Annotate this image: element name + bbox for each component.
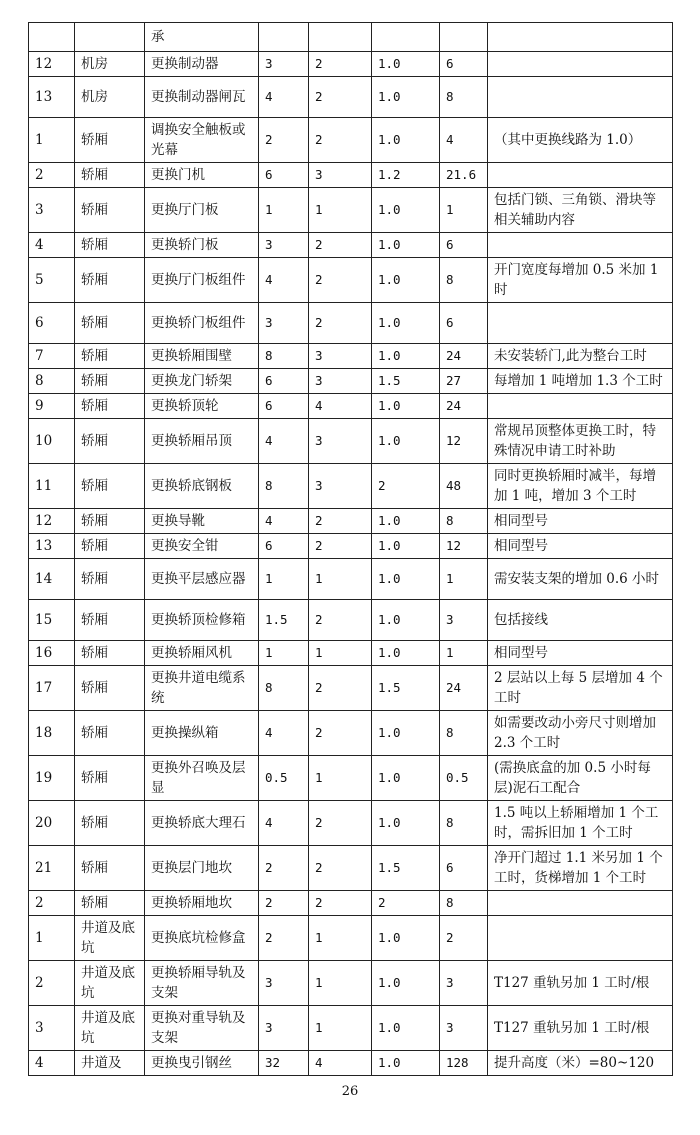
cell-base-hours: 1 — [259, 559, 309, 600]
cell-workers: 1 — [309, 559, 372, 600]
cell-total-hours: 3 — [440, 600, 488, 641]
page-number: 26 — [341, 1084, 359, 1099]
cell-task: 更换井道电缆系统 — [145, 666, 259, 711]
cell-item-number: 2 — [29, 961, 75, 1006]
cell-total-hours: 6 — [440, 846, 488, 891]
cell-total-hours: 12 — [440, 534, 488, 559]
cell-total-hours: 6 — [440, 303, 488, 344]
cell-item-number: 6 — [29, 303, 75, 344]
table-row — [29, 1051, 673, 1076]
table-row — [29, 666, 673, 711]
cell-remarks: 开门宽度每增加 0.5 米加 1 时 — [488, 258, 673, 303]
cell-total-hours: 24 — [440, 394, 488, 419]
cell-workers: 3 — [309, 163, 372, 188]
cell-coefficient: 1.5 — [372, 369, 440, 394]
cell-item-number: 17 — [29, 666, 75, 711]
cell-item-number — [29, 23, 75, 52]
cell-coefficient: 1.0 — [372, 559, 440, 600]
table-body — [29, 23, 673, 1076]
cell-coefficient: 2 — [372, 891, 440, 916]
cell-total-hours: 8 — [440, 891, 488, 916]
cell-location: 轿厢 — [75, 711, 145, 756]
cell-task: 更换导靴 — [145, 509, 259, 534]
cell-remarks: 如需要改动小旁尺寸则增加 2.3 个工时 — [488, 711, 673, 756]
cell-item-number: 3 — [29, 1006, 75, 1051]
cell-workers: 3 — [309, 369, 372, 394]
cell-coefficient: 1.2 — [372, 163, 440, 188]
cell-total-hours: 24 — [440, 666, 488, 711]
table-row — [29, 344, 673, 369]
cell-task: 更换轿厢吊顶 — [145, 419, 259, 464]
cell-task: 更换厅门板 — [145, 188, 259, 233]
cell-workers: 1 — [309, 188, 372, 233]
cell-remarks — [488, 394, 673, 419]
cell-workers: 3 — [309, 419, 372, 464]
cell-location: 轿厢 — [75, 756, 145, 801]
cell-base-hours: 8 — [259, 666, 309, 711]
cell-base-hours: 2 — [259, 916, 309, 961]
cell-coefficient: 1.0 — [372, 711, 440, 756]
cell-workers: 2 — [309, 534, 372, 559]
cell-remarks: 1.5 吨以上轿厢增加 1 个工时，需拆旧加 1 个工时 — [488, 801, 673, 846]
cell-workers: 2 — [309, 846, 372, 891]
cell-remarks: 包括门锁、三角锁、滑块等相关辅助内容 — [488, 188, 673, 233]
cell-remarks: 同时更换轿厢时减半，每增加 1 吨，增加 3 个工时 — [488, 464, 673, 509]
labor-hours-table — [28, 22, 673, 1076]
cell-base-hours: 2 — [259, 846, 309, 891]
table-row — [29, 118, 673, 163]
cell-item-number: 4 — [29, 1051, 75, 1076]
cell-total-hours: 0.5 — [440, 756, 488, 801]
cell-remarks: 未安装轿门,此为整台工时 — [488, 344, 673, 369]
cell-remarks — [488, 916, 673, 961]
table-row — [29, 801, 673, 846]
cell-item-number: 10 — [29, 419, 75, 464]
cell-total-hours: 3 — [440, 1006, 488, 1051]
cell-item-number: 1 — [29, 118, 75, 163]
cell-task: 更换厅门板组件 — [145, 258, 259, 303]
cell-workers: 1 — [309, 756, 372, 801]
cell-item-number: 18 — [29, 711, 75, 756]
cell-workers: 2 — [309, 509, 372, 534]
table-row — [29, 23, 673, 52]
cell-location: 轿厢 — [75, 846, 145, 891]
cell-remarks: 常规吊顶整体更换工时，特殊情况申请工时补助 — [488, 419, 673, 464]
cell-item-number: 7 — [29, 344, 75, 369]
cell-coefficient: 1.0 — [372, 1006, 440, 1051]
cell-task: 更换平层感应器 — [145, 559, 259, 600]
cell-coefficient: 1.0 — [372, 258, 440, 303]
cell-workers — [309, 23, 372, 52]
table-row — [29, 600, 673, 641]
cell-coefficient: 1.0 — [372, 77, 440, 118]
table-row — [29, 641, 673, 666]
cell-task: 更换曳引钢丝 — [145, 1051, 259, 1076]
cell-location: 轿厢 — [75, 666, 145, 711]
cell-remarks: 提升高度（米）=80~120 — [488, 1051, 673, 1076]
cell-total-hours: 8 — [440, 258, 488, 303]
cell-item-number: 1 — [29, 916, 75, 961]
table-row — [29, 916, 673, 961]
cell-workers: 2 — [309, 52, 372, 77]
cell-location: 轿厢 — [75, 233, 145, 258]
cell-task: 更换轿门板组件 — [145, 303, 259, 344]
cell-remarks: 净开门超过 1.1 米另加 1 个工时，货梯增加 1 个工时 — [488, 846, 673, 891]
table-row — [29, 77, 673, 118]
cell-coefficient: 1.0 — [372, 1051, 440, 1076]
cell-base-hours: 3 — [259, 1006, 309, 1051]
table-row — [29, 891, 673, 916]
cell-task: 更换轿底钢板 — [145, 464, 259, 509]
cell-location: 轿厢 — [75, 600, 145, 641]
cell-base-hours: 6 — [259, 534, 309, 559]
cell-task: 更换龙门轿架 — [145, 369, 259, 394]
cell-location: 轿厢 — [75, 891, 145, 916]
cell-workers: 3 — [309, 344, 372, 369]
cell-item-number: 5 — [29, 258, 75, 303]
cell-workers: 2 — [309, 303, 372, 344]
cell-remarks — [488, 77, 673, 118]
cell-coefficient — [372, 23, 440, 52]
cell-location: 轿厢 — [75, 559, 145, 600]
cell-workers: 1 — [309, 961, 372, 1006]
cell-location: 机房 — [75, 52, 145, 77]
cell-base-hours: 4 — [259, 801, 309, 846]
cell-item-number: 19 — [29, 756, 75, 801]
cell-item-number: 12 — [29, 52, 75, 77]
cell-total-hours — [440, 23, 488, 52]
cell-remarks: T127 重轨另加 1 工时/根 — [488, 961, 673, 1006]
cell-workers: 2 — [309, 233, 372, 258]
cell-coefficient: 1.0 — [372, 394, 440, 419]
cell-total-hours: 8 — [440, 77, 488, 118]
cell-location: 轿厢 — [75, 534, 145, 559]
cell-item-number: 16 — [29, 641, 75, 666]
cell-item-number: 20 — [29, 801, 75, 846]
table-row — [29, 394, 673, 419]
cell-task: 更换轿厢风机 — [145, 641, 259, 666]
cell-base-hours: 3 — [259, 233, 309, 258]
cell-task: 更换轿厢围壁 — [145, 344, 259, 369]
cell-location: 轿厢 — [75, 394, 145, 419]
cell-coefficient: 1.5 — [372, 846, 440, 891]
table-row — [29, 369, 673, 394]
table-row — [29, 258, 673, 303]
cell-remarks: 相同型号 — [488, 641, 673, 666]
cell-item-number: 12 — [29, 509, 75, 534]
cell-task: 更换门机 — [145, 163, 259, 188]
cell-task: 更换制动器 — [145, 52, 259, 77]
cell-workers: 2 — [309, 891, 372, 916]
cell-total-hours: 48 — [440, 464, 488, 509]
table-row — [29, 534, 673, 559]
cell-coefficient: 1.0 — [372, 509, 440, 534]
cell-location: 轿厢 — [75, 163, 145, 188]
cell-base-hours: 6 — [259, 369, 309, 394]
cell-task: 更换轿门板 — [145, 233, 259, 258]
cell-coefficient: 1.0 — [372, 233, 440, 258]
cell-total-hours: 6 — [440, 52, 488, 77]
cell-location: 井道及底坑 — [75, 1006, 145, 1051]
cell-item-number: 13 — [29, 77, 75, 118]
cell-base-hours: 32 — [259, 1051, 309, 1076]
cell-base-hours: 4 — [259, 509, 309, 534]
cell-task: 更换底坑检修盒 — [145, 916, 259, 961]
cell-item-number: 21 — [29, 846, 75, 891]
cell-task: 更换制动器闸瓦 — [145, 77, 259, 118]
cell-workers: 2 — [309, 118, 372, 163]
cell-base-hours: 3 — [259, 961, 309, 1006]
table-row — [29, 846, 673, 891]
cell-remarks: 每增加 1 吨增加 1.3 个工时 — [488, 369, 673, 394]
cell-remarks — [488, 52, 673, 77]
cell-total-hours: 6 — [440, 233, 488, 258]
cell-coefficient: 1.0 — [372, 641, 440, 666]
cell-coefficient: 1.5 — [372, 666, 440, 711]
cell-task: 调换安全触板或光幕 — [145, 118, 259, 163]
cell-base-hours: 3 — [259, 52, 309, 77]
cell-task: 更换层门地坎 — [145, 846, 259, 891]
cell-workers: 1 — [309, 1006, 372, 1051]
cell-base-hours: 6 — [259, 394, 309, 419]
cell-remarks — [488, 23, 673, 52]
cell-item-number: 15 — [29, 600, 75, 641]
cell-remarks: 相同型号 — [488, 509, 673, 534]
cell-location: 轿厢 — [75, 464, 145, 509]
cell-coefficient: 1.0 — [372, 344, 440, 369]
cell-total-hours: 128 — [440, 1051, 488, 1076]
cell-remarks: (需换底盒的加 0.5 小时每层)泥石工配合 — [488, 756, 673, 801]
cell-coefficient: 1.0 — [372, 118, 440, 163]
cell-location: 轿厢 — [75, 369, 145, 394]
cell-item-number: 3 — [29, 188, 75, 233]
cell-location: 井道及底坑 — [75, 916, 145, 961]
cell-task: 更换轿顶轮 — [145, 394, 259, 419]
table-row — [29, 303, 673, 344]
cell-workers: 1 — [309, 916, 372, 961]
cell-item-number: 11 — [29, 464, 75, 509]
table-row — [29, 163, 673, 188]
table-row — [29, 961, 673, 1006]
cell-total-hours: 4 — [440, 118, 488, 163]
cell-location — [75, 23, 145, 52]
table-row — [29, 464, 673, 509]
cell-task: 承 — [145, 23, 259, 52]
cell-base-hours — [259, 23, 309, 52]
cell-item-number: 8 — [29, 369, 75, 394]
cell-total-hours: 1 — [440, 641, 488, 666]
cell-location: 机房 — [75, 77, 145, 118]
cell-total-hours: 12 — [440, 419, 488, 464]
cell-location: 轿厢 — [75, 303, 145, 344]
cell-total-hours: 8 — [440, 801, 488, 846]
cell-remarks: 相同型号 — [488, 534, 673, 559]
cell-location: 轿厢 — [75, 801, 145, 846]
cell-location: 轿厢 — [75, 509, 145, 534]
cell-workers: 2 — [309, 600, 372, 641]
cell-task: 更换外召唤及层显 — [145, 756, 259, 801]
cell-base-hours: 4 — [259, 419, 309, 464]
cell-coefficient: 1.0 — [372, 534, 440, 559]
cell-location: 井道及底坑 — [75, 961, 145, 1006]
cell-location: 轿厢 — [75, 258, 145, 303]
cell-coefficient: 1.0 — [372, 961, 440, 1006]
cell-total-hours: 24 — [440, 344, 488, 369]
cell-coefficient: 1.0 — [372, 419, 440, 464]
cell-workers: 4 — [309, 1051, 372, 1076]
cell-base-hours: 4 — [259, 258, 309, 303]
cell-base-hours: 4 — [259, 711, 309, 756]
cell-location: 轿厢 — [75, 344, 145, 369]
cell-item-number: 4 — [29, 233, 75, 258]
table-row — [29, 509, 673, 534]
table-row — [29, 711, 673, 756]
cell-remarks — [488, 303, 673, 344]
cell-workers: 1 — [309, 641, 372, 666]
cell-base-hours: 1.5 — [259, 600, 309, 641]
cell-location: 轿厢 — [75, 188, 145, 233]
cell-task: 更换轿底大理石 — [145, 801, 259, 846]
cell-coefficient: 1.0 — [372, 52, 440, 77]
cell-location: 轿厢 — [75, 118, 145, 163]
cell-workers: 4 — [309, 394, 372, 419]
cell-task: 更换轿厢导轨及支架 — [145, 961, 259, 1006]
cell-total-hours: 2 — [440, 916, 488, 961]
cell-total-hours: 21.6 — [440, 163, 488, 188]
cell-coefficient: 1.0 — [372, 916, 440, 961]
cell-base-hours: 3 — [259, 303, 309, 344]
table-row — [29, 756, 673, 801]
cell-remarks: T127 重轨另加 1 工时/根 — [488, 1006, 673, 1051]
cell-task: 更换操纵箱 — [145, 711, 259, 756]
cell-location: 轿厢 — [75, 641, 145, 666]
cell-coefficient: 1.0 — [372, 801, 440, 846]
cell-base-hours: 2 — [259, 118, 309, 163]
cell-workers: 2 — [309, 258, 372, 303]
cell-remarks — [488, 163, 673, 188]
cell-base-hours: 4 — [259, 77, 309, 118]
table-row — [29, 419, 673, 464]
cell-item-number: 9 — [29, 394, 75, 419]
cell-remarks — [488, 233, 673, 258]
cell-total-hours: 3 — [440, 961, 488, 1006]
cell-total-hours: 27 — [440, 369, 488, 394]
cell-total-hours: 1 — [440, 188, 488, 233]
table-row — [29, 52, 673, 77]
cell-base-hours: 1 — [259, 188, 309, 233]
cell-remarks: 需安装支架的增加 0.6 小时 — [488, 559, 673, 600]
cell-remarks: （其中更换线路为 1.0） — [488, 118, 673, 163]
cell-workers: 2 — [309, 666, 372, 711]
cell-task: 更换轿厢地坎 — [145, 891, 259, 916]
cell-total-hours: 1 — [440, 559, 488, 600]
table-row — [29, 233, 673, 258]
cell-coefficient: 1.0 — [372, 600, 440, 641]
cell-coefficient: 1.0 — [372, 303, 440, 344]
cell-workers: 3 — [309, 464, 372, 509]
cell-total-hours: 8 — [440, 509, 488, 534]
cell-item-number: 2 — [29, 163, 75, 188]
cell-task: 更换对重导轨及支架 — [145, 1006, 259, 1051]
cell-item-number: 2 — [29, 891, 75, 916]
cell-base-hours: 2 — [259, 891, 309, 916]
cell-remarks: 2 层站以上每 5 层增加 4 个工时 — [488, 666, 673, 711]
cell-remarks: 包括接线 — [488, 600, 673, 641]
table-row — [29, 188, 673, 233]
cell-item-number: 13 — [29, 534, 75, 559]
cell-workers: 2 — [309, 711, 372, 756]
table-row — [29, 1006, 673, 1051]
cell-task: 更换安全钳 — [145, 534, 259, 559]
cell-base-hours: 1 — [259, 641, 309, 666]
cell-remarks — [488, 891, 673, 916]
table-row — [29, 559, 673, 600]
cell-base-hours: 6 — [259, 163, 309, 188]
cell-base-hours: 0.5 — [259, 756, 309, 801]
cell-coefficient: 1.0 — [372, 756, 440, 801]
cell-workers: 2 — [309, 801, 372, 846]
cell-location: 轿厢 — [75, 419, 145, 464]
cell-total-hours: 8 — [440, 711, 488, 756]
cell-task: 更换轿顶检修箱 — [145, 600, 259, 641]
cell-item-number: 14 — [29, 559, 75, 600]
cell-workers: 2 — [309, 77, 372, 118]
cell-base-hours: 8 — [259, 344, 309, 369]
cell-base-hours: 8 — [259, 464, 309, 509]
cell-coefficient: 2 — [372, 464, 440, 509]
cell-location: 井道及 — [75, 1051, 145, 1076]
cell-coefficient: 1.0 — [372, 188, 440, 233]
